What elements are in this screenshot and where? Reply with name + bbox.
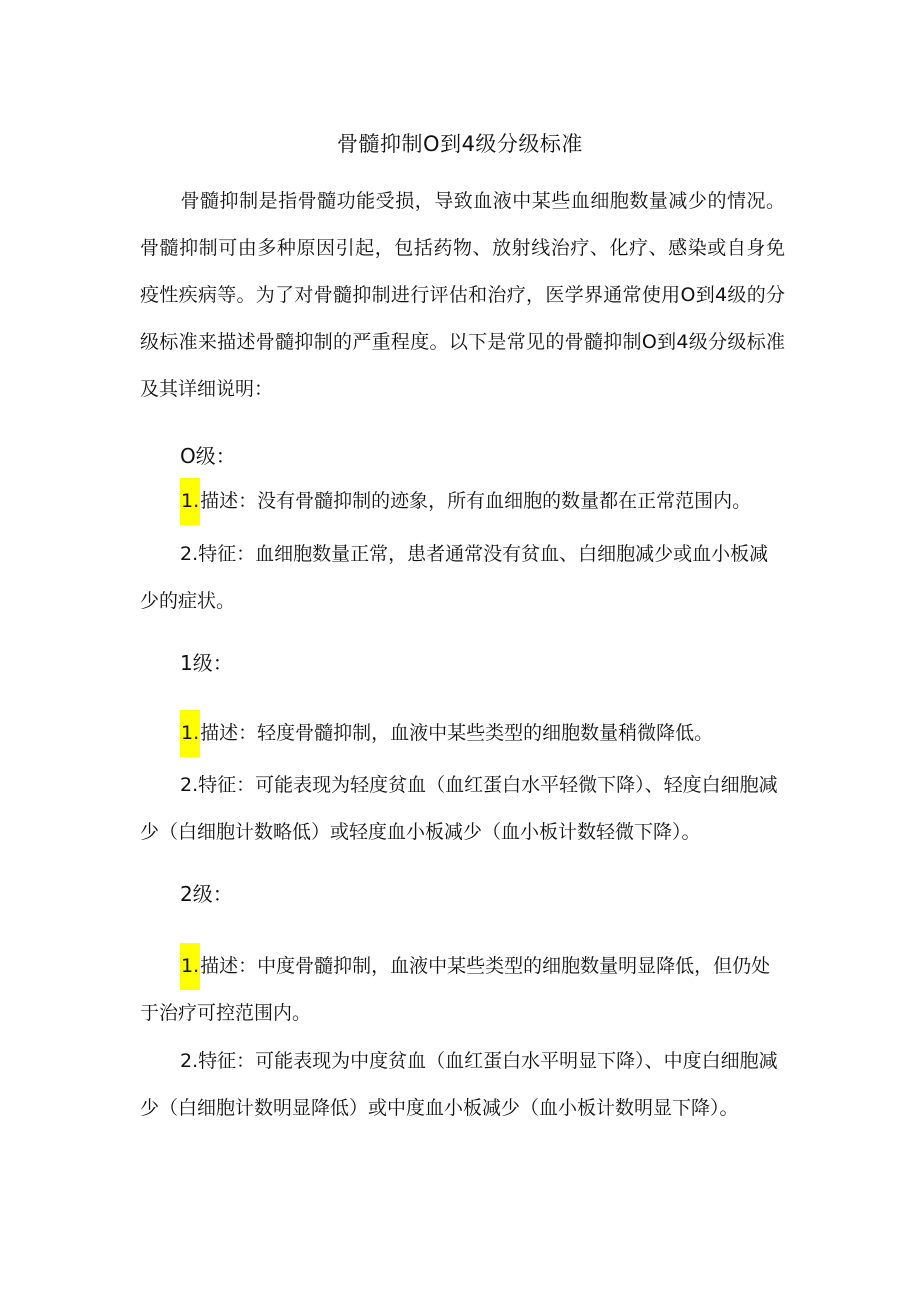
grade-1-feature [140, 762, 785, 856]
grade-1-description [140, 710, 785, 757]
grade-1-feature-text: 2.特征：可能表现为轻度贫血（血红蛋白水平轻微下降）、轻度白细胞减少（白细胞计数略低）或轻度血小板减少（血小板计数轻微下降）。 [140, 774, 778, 843]
grade-0-description [140, 478, 785, 525]
grade-1-heading: 1级： [180, 651, 233, 675]
grade-0-description-number: 1. [180, 478, 200, 525]
grade-2-feature [140, 1038, 785, 1132]
grade-2-description-text: 描述：中度骨髓抑制，血液中某些类型的细胞数量明显降低，但仍处于治疗可控范围内。 [140, 955, 771, 1024]
grade-1-description-text: 描述：轻度骨髓抑制，血液中某些类型的细胞数量稍微降低。 [200, 722, 714, 744]
grade-0-feature-text: 2.特征：血细胞数量正常，患者通常没有贫血、白细胞减少或血小板减少的症状。 [140, 543, 769, 612]
grade-0-description-text: 描述：没有骨髓抑制的迹象，所有血细胞的数量都在正常范围内。 [200, 490, 752, 512]
grade-1-description-number: 1. [180, 710, 200, 757]
grade-2-description [140, 943, 785, 1037]
grade-2-description-number: 1. [180, 943, 200, 990]
intro-text: 骨髓抑制是指骨髓功能受损，导致血液中某些血细胞数量减少的情况。骨髓抑制可由多种原因引起，包括药物、放射线治疗、化疗、感染或自身免疫性疾病等。为了对骨髓抑制进行评估和治疗，医学界通常使用O到4级的分级标准来描述骨髓抑制的严重程度。以下是常见的骨髓抑制O到4级分级标准及其详细说明： [140, 190, 785, 400]
grade-2-heading: 2级： [180, 882, 233, 906]
grade-0-heading: O级： [180, 444, 236, 468]
grade-2-feature-text: 2.特征：可能表现为中度贫血（血红蛋白水平明显下降）、中度白细胞减少（白细胞计数明显降低）或中度血小板减少（血小板计数明显下降）。 [140, 1050, 778, 1119]
document-title: 骨髓抑制O到4级分级标准 [337, 132, 583, 156]
intro-paragraph [140, 178, 785, 413]
grade-0-feature [140, 531, 785, 625]
